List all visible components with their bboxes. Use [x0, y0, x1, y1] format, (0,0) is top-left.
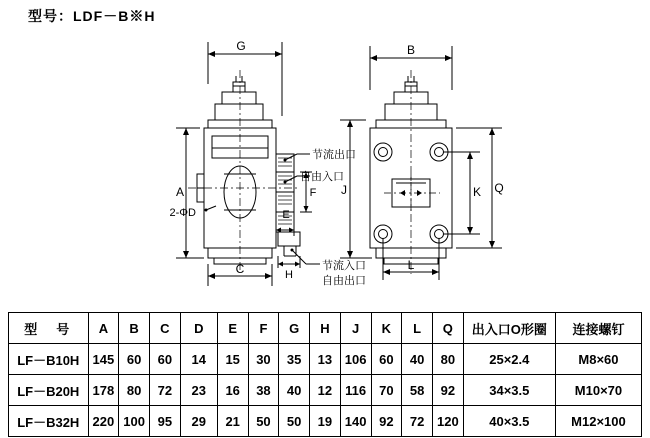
cell-k: 70 — [371, 375, 402, 406]
cell-q: 120 — [432, 406, 463, 437]
cell-l: 40 — [402, 344, 433, 375]
cell-c: 72 — [149, 375, 180, 406]
dim-label-J: J — [341, 183, 347, 197]
cell-b: 60 — [119, 344, 150, 375]
cell-a: 145 — [88, 344, 119, 375]
cell-g: 50 — [279, 406, 310, 437]
cell-q: 80 — [432, 344, 463, 375]
dimension-table — [8, 312, 642, 437]
cell-g: 40 — [279, 375, 310, 406]
th-d: D — [180, 313, 217, 344]
th-b: B — [119, 313, 150, 344]
th-f: F — [248, 313, 279, 344]
cell-model: LF－B32H — [9, 406, 89, 437]
cell-j: 116 — [340, 375, 371, 406]
cell-l: 72 — [402, 406, 433, 437]
cell-l: 58 — [402, 375, 433, 406]
cell-oring: 25×2.4 — [463, 344, 555, 375]
dim-label-G: G — [236, 39, 246, 53]
dim-label-Q: Q — [494, 181, 504, 195]
label-free-inlet: 自由入口 — [300, 171, 344, 183]
table-row — [9, 406, 642, 437]
dim-label-L: L — [407, 258, 415, 272]
cell-e: 21 — [217, 406, 248, 437]
table-row — [9, 344, 642, 375]
cell-h: 19 — [310, 406, 341, 437]
cell-screw: M8×60 — [555, 344, 641, 375]
th-model: 型 号 — [9, 313, 89, 344]
cell-oring: 40×3.5 — [463, 406, 555, 437]
th-a: A — [88, 313, 119, 344]
cell-screw: M10×70 — [555, 375, 641, 406]
dim-label-H: H — [285, 269, 293, 281]
th-k: K — [371, 313, 402, 344]
cell-h: 13 — [310, 344, 341, 375]
th-e: E — [217, 313, 248, 344]
cell-c: 95 — [149, 406, 180, 437]
cell-b: 80 — [119, 375, 150, 406]
dim-label-C: C — [235, 262, 245, 276]
th-oring: 出入口O形圈 — [463, 313, 555, 344]
th-g: G — [279, 313, 310, 344]
dim-label-E: E — [282, 209, 290, 221]
cell-a: 220 — [88, 406, 119, 437]
cell-c: 60 — [149, 344, 180, 375]
th-l: L — [402, 313, 433, 344]
th-q: Q — [432, 313, 463, 344]
cell-f: 30 — [248, 344, 279, 375]
cell-d: 29 — [180, 406, 217, 437]
cell-j: 140 — [340, 406, 371, 437]
cell-f: 38 — [248, 375, 279, 406]
label-throttle-inlet: 节流入口 — [322, 260, 366, 272]
page-title: 型号：LDF－B※H — [28, 8, 156, 24]
cell-h: 12 — [310, 375, 341, 406]
dim-label-A: A — [175, 185, 185, 199]
cell-e: 15 — [217, 344, 248, 375]
cell-e: 16 — [217, 375, 248, 406]
table-header-row — [9, 313, 642, 344]
cell-j: 106 — [340, 344, 371, 375]
cell-d: 23 — [180, 375, 217, 406]
th-screw: 连接螺钉 — [555, 313, 641, 344]
label-free-outlet: 自由出口 — [322, 275, 366, 287]
cell-q: 92 — [432, 375, 463, 406]
dim-label-B: B — [406, 43, 416, 57]
cell-g: 35 — [279, 344, 310, 375]
th-c: C — [149, 313, 180, 344]
technical-drawing — [0, 24, 650, 302]
cell-screw: M12×100 — [555, 406, 641, 437]
th-h: H — [310, 313, 341, 344]
cell-k: 60 — [371, 344, 402, 375]
cell-a: 178 — [88, 375, 119, 406]
dim-label-K: K — [472, 185, 482, 199]
cell-model: LF－B20H — [9, 375, 89, 406]
cell-f: 50 — [248, 406, 279, 437]
spec-table — [8, 312, 642, 437]
th-j: J — [340, 313, 371, 344]
cell-model: LF－B10H — [9, 344, 89, 375]
cell-oring: 34×3.5 — [463, 375, 555, 406]
cell-b: 100 — [119, 406, 150, 437]
dim-label-D: 2-ΦD — [169, 207, 196, 219]
cell-d: 14 — [180, 344, 217, 375]
table-row — [9, 375, 642, 406]
dim-label-F: F — [309, 187, 317, 199]
cell-k: 92 — [371, 406, 402, 437]
label-throttle-outlet: 节流出口 — [312, 149, 356, 161]
